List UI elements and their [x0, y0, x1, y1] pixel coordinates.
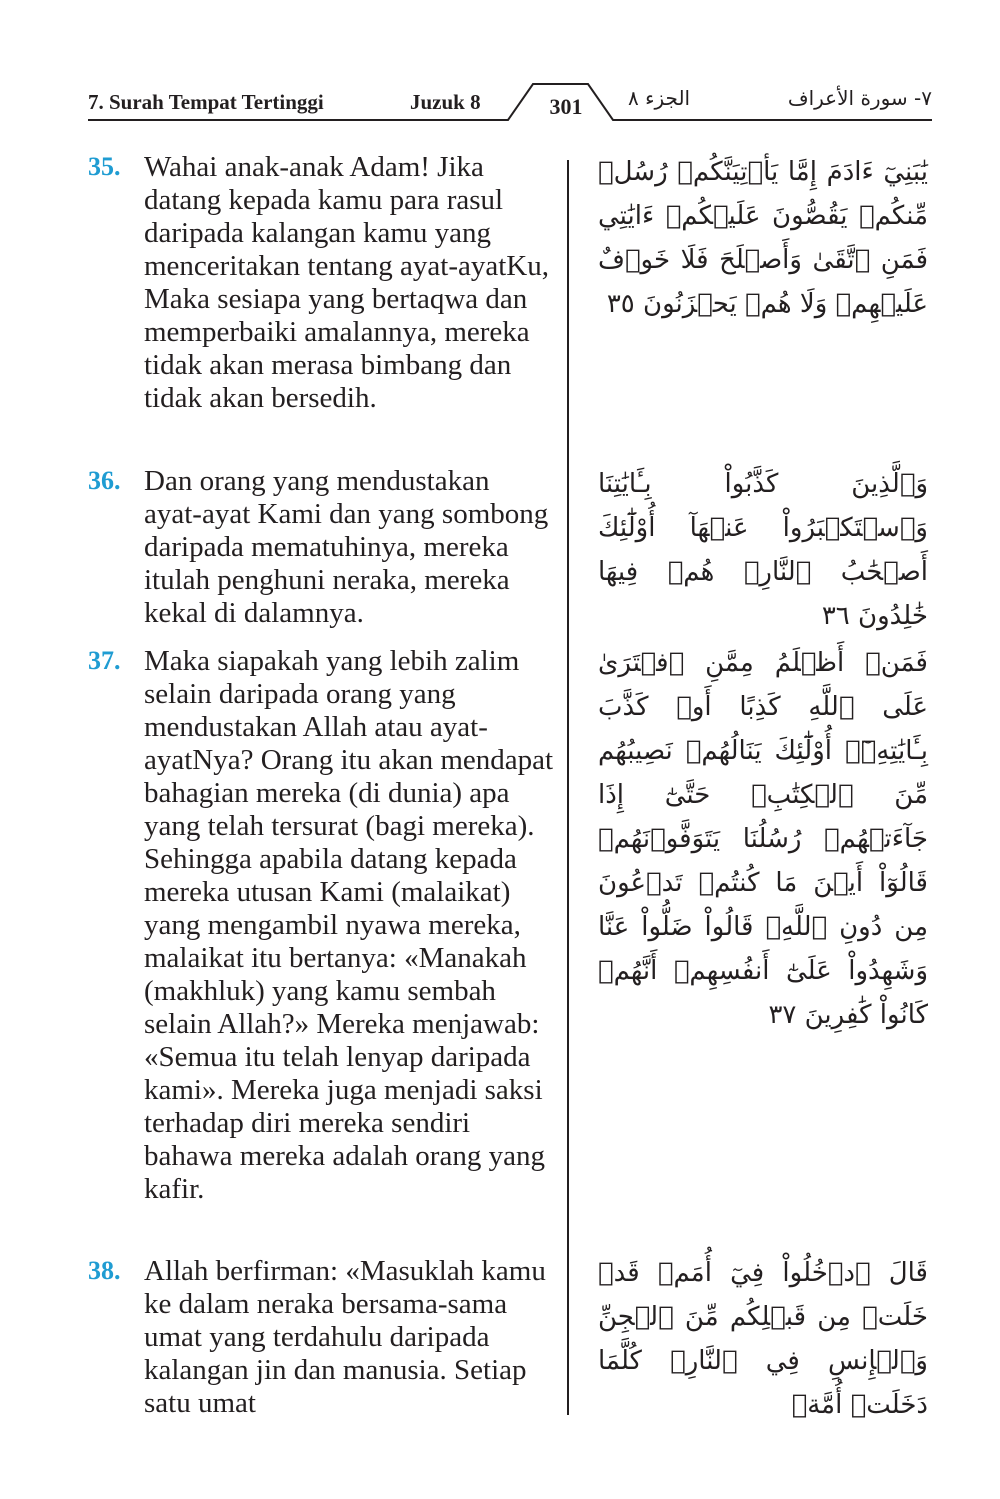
- arabic-juz-label: الجزء ٨: [628, 86, 691, 110]
- header-rule: [88, 80, 932, 130]
- verse-number: 38.: [88, 1256, 121, 1285]
- column-divider: [567, 160, 569, 1415]
- verse-arabic: يَٰبَنِيٓ ءَادَمَ إِمَّا يَأۡتِيَنَّكُمۡ رُسُلٞ مِّنكُمۡ يَقُصُّونَ عَلَيۡكُمۡ ءَايَٰتِي فَمَنِ ٱتَّقَىٰ وَأَصۡلَحَ فَلَا خَوۡفٌ عَلَيۡهِمۡ وَلَا هُمۡ يَحۡزَنُونَ ٣٥: [598, 157, 928, 319]
- verse-translation: Allah berfirman: «Masuklah kamu ke dalam neraka bersama-sama umat yang terdahulu daripada kalangan jin dan manusia. Setiap satu umat: [144, 1255, 546, 1419]
- verse-arabic: وَٱلَّذِينَ كَذَّبُواْ بِـَٔايَٰتِنَا وَٱسۡتَكۡبَرُواْ عَنۡهَآ أُوْلَٰٓئِكَ أَصۡحَٰبُ ٱلنَّارِۖ هُمۡ فِيهَا خَٰلِدُونَ ٣٦: [598, 469, 928, 631]
- arabic-surah-title: ٧- سورة الأعراف: [787, 86, 932, 110]
- verse-number: 36.: [88, 466, 121, 495]
- verse-translation: Dan orang yang mendustakan ayat-ayat Kami dan yang sombong daripada mematuhinya, mereka itulah penghuni neraka, mereka kekal di dalamnya.: [144, 465, 549, 629]
- juzuk-label: Juzuk 8: [410, 90, 481, 114]
- verse-arabic: قَالَ ٱدۡخُلُواْ فِيٓ أُمَمٖ قَدۡ خَلَتۡ مِن قَبۡلِكُم مِّنَ ٱلۡجِنِّ وَٱلۡإِنسِ فِي ٱلنَّارِۖ كُلَّمَا دَخَلَتۡ أُمَّةٞ: [598, 1258, 928, 1420]
- verse-arabic: فَمَنۡ أَظۡلَمُ مِمَّنِ ٱفۡتَرَىٰ عَلَى ٱللَّهِ كَذِبًا أَوۡ كَذَّبَ بِـَٔايَٰتِهِۦٓۚ أُوْلَٰٓئِكَ يَنَالُهُمۡ نَصِيبُهُم مِّنَ ٱلۡكِتَٰبِۖ حَتَّىٰٓ إِذَا جَآءَتۡهُمۡ رُسُلُنَا يَتَوَفَّوۡنَهُمۡ قَالُوٓاْ أَيۡنَ مَا كُنتُمۡ تَدۡعُونَ مِن دُونِ ٱللَّهِۖ قَالُواْ ضَلُّواْ عَنَّا وَشَهِدُواْ عَلَىٰٓ أَنفُسِهِمۡ أَنَّهُمۡ كَانُواْ كَٰفِرِينَ ٣٧: [598, 648, 928, 1030]
- verse-number: 35.: [88, 152, 121, 181]
- verse-number: 37.: [88, 646, 121, 675]
- page-number: 301: [549, 94, 583, 119]
- verse-translation: Wahai anak-anak Adam! Jika datang kepada kamu para rasul daripada kalangan kamu yang menceritakan tentang ayat-ayatKu, Maka sesiapa yang bertaqwa dan memperbaiki amalannya, mereka tidak akan merasa bimbang dan tidak akan bersedih.: [144, 151, 549, 414]
- verse-translation: Maka siapakah yang lebih zalim selain daripada orang yang mendustakan Allah atau ayat-ayatNya? Orang itu akan mendapat bahagian mereka (di dunia) apa yang telah tersurat (bagi mereka). Sehingga apabila datang kepada mereka utusan Kami (malaikat) yang mengambil nyawa mereka, malaikat itu bertanya: «Manakah (makhluk) yang kamu sembah selain Allah?» Mereka menjawab: «Semua itu telah lenyap daripada kami». Mereka juga menjadi saksi terhadap diri mereka sendiri bahawa mereka adalah orang yang kafir.: [144, 645, 554, 1205]
- surah-title: 7. Surah Tempat Tertinggi: [88, 90, 324, 114]
